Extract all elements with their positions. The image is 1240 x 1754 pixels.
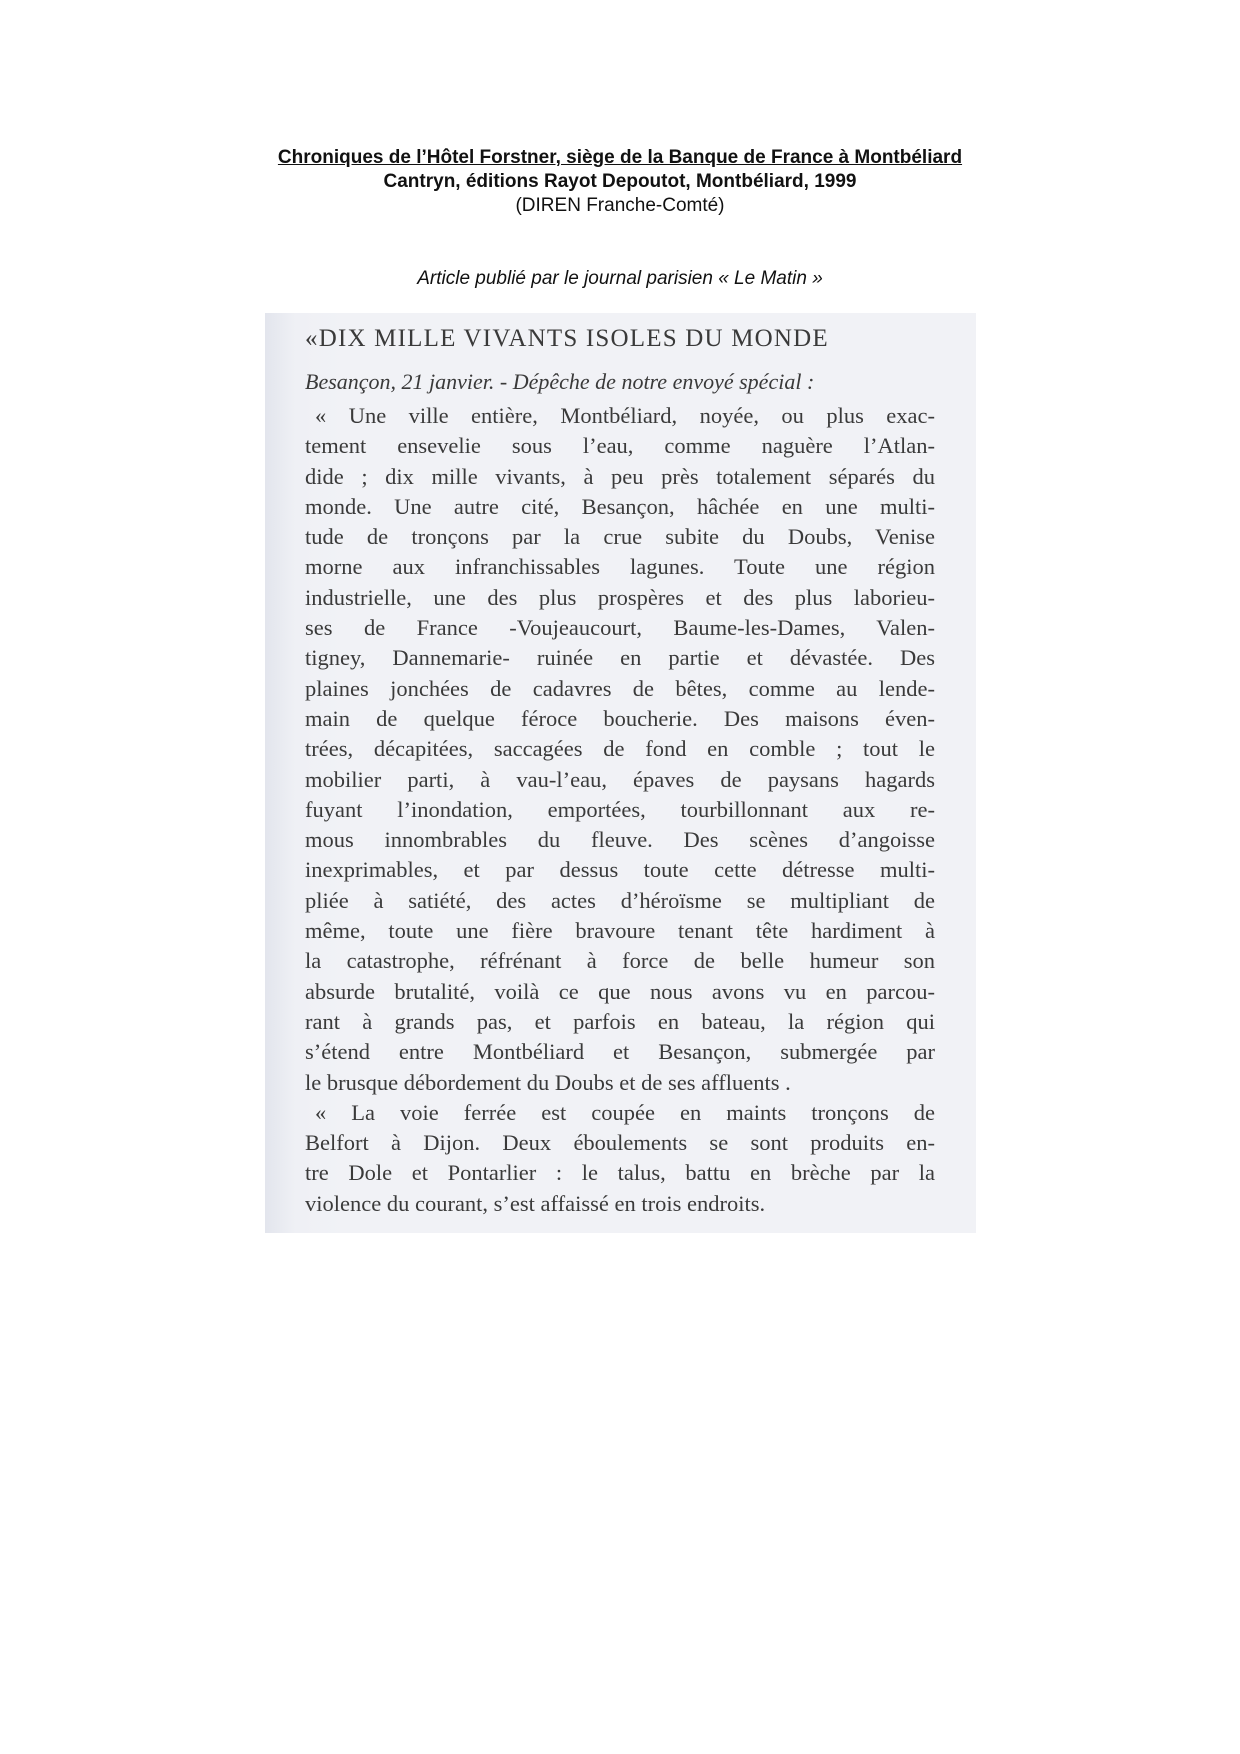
article-line: monde. Une autre cité, Besançon, hâchée en une multi- (305, 493, 935, 519)
article-line: fuyant l’inondation, emportées, tourbillonnant aux re- (305, 796, 935, 822)
article-line: rant à grands pas, et parfois en bateau, la région qui (305, 1008, 935, 1034)
article-body (305, 323, 935, 1219)
article-line: pliée à satiété, des actes d’héroïsme se multipliant de (305, 887, 935, 913)
article-headline: «DIX MILLE VIVANTS ISOLES DU MONDE (305, 325, 829, 352)
source-credit: (DIREN Franche-Comté) (515, 195, 725, 216)
article-dateline: Besançon, 21 janvier. - Dépêche de notre envoyé spécial : (305, 369, 815, 394)
article-line: le brusque débordement du Doubs et de ses affluents . (305, 1069, 791, 1095)
article-line: la catastrophe, réfrénant à force de belle humeur son (305, 948, 935, 974)
article-line: s’étend entre Montbéliard et Besançon, submergée par (305, 1039, 935, 1065)
article-line: plaines jonchées de cadavres de bêtes, comme au lende- (305, 675, 935, 701)
article-paragraph-2 (305, 1098, 935, 1219)
article-paragraph-1 (305, 401, 935, 1098)
article-line: « La voie ferrée est coupée en maints tronçons de (315, 1099, 935, 1125)
article-line: violence du courant, s’est affaissé en trois endroits. (305, 1190, 766, 1216)
article-line: absurde brutalité, voilà ce que nous avons vu en parcou- (305, 978, 935, 1004)
article-line: mous innombrables du fleuve. Des scènes d’angoisse (305, 827, 935, 853)
article-line: tigney, Dannemarie- ruinée en partie et dévastée. Des (305, 645, 935, 671)
document-header (0, 146, 1240, 218)
article-line: trées, décapitées, saccagées de fond en comble ; tout le (305, 736, 935, 762)
article-line: inexprimables, et par dessus toute cette détresse multi- (305, 857, 935, 883)
book-title: Chroniques de l’Hôtel Forstner, siège de la Banque de France à Montbéliard (277, 147, 963, 168)
article-line: tre Dole et Pontarlier : le talus, battu en brèche par la (305, 1160, 935, 1186)
article-line: même, toute une fière bravoure tenant tête hardiment à (305, 918, 935, 944)
article-line: tement ensevelie sous l’eau, comme naguère l’Atlan- (305, 433, 935, 459)
article-line: tude de tronçons par la crue subite du Doubs, Venise (305, 524, 935, 550)
article-line: Belfort à Dijon. Deux éboulements se sont produits en- (305, 1130, 935, 1156)
article-line: main de quelque féroce boucherie. Des maisons éven- (305, 705, 935, 731)
article-line: mobilier parti, à vau-l’eau, épaves de paysans hagards (305, 766, 935, 792)
article-line: industrielle, une des plus prospères et des plus laborieu- (305, 584, 935, 610)
article-line: « Une ville entière, Montbéliard, noyée, ou plus exac- (315, 403, 935, 428)
article-line: dide ; dix mille vivants, à peu près totalement séparés du (305, 463, 935, 489)
scanned-article (265, 313, 976, 1233)
book-publication: Cantryn, éditions Rayot Depoutot, Montbéliard, 1999 (383, 171, 857, 192)
article-intro: Article publié par le journal parisien « Le Matin » (417, 268, 823, 289)
article-line: morne aux infranchissables lagunes. Toute une région (305, 554, 935, 580)
article-line: ses de France -Voujeaucourt, Baume-les-Dames, Valen- (305, 615, 935, 641)
